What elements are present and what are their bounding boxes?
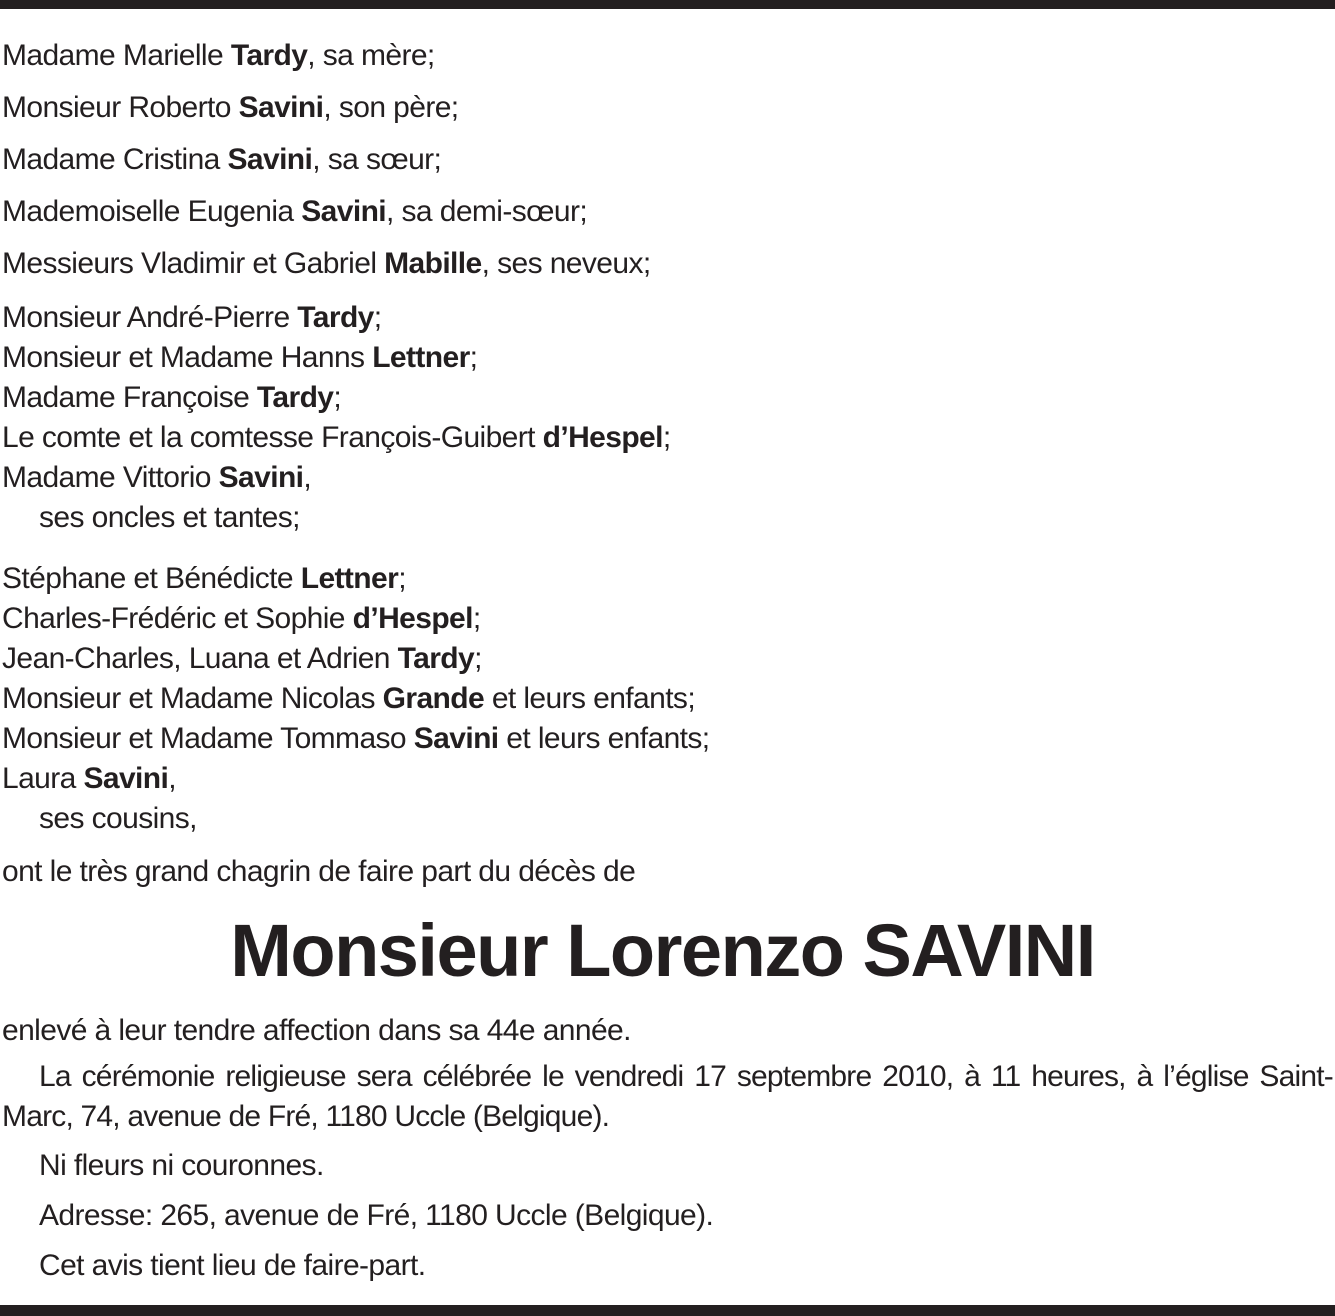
family-line: Charles-Frédéric et Sophie d’Hespel; [2, 602, 481, 635]
family-line: Monsieur Roberto Savini, son père; [2, 91, 459, 124]
obituary-notice [2, 30, 1333, 1291]
family-line: Madame Marielle Tardy, sa mère; [2, 39, 435, 72]
age-line: enlevé à leur tendre affection dans sa 44e année. [2, 1014, 631, 1047]
uncles-aunts-list [2, 298, 1333, 538]
top-rule [0, 0, 1335, 9]
family-line: Jean-Charles, Luana et Adrien Tardy; [2, 642, 482, 675]
address-line: Adresse: 265, avenue de Fré, 1180 Uccle (Belgique). [39, 1199, 714, 1232]
notice-details [2, 1009, 1333, 1291]
family-line: Monsieur André-Pierre Tardy; [2, 301, 382, 334]
family-line: Madame Cristina Savini, sa sœur; [2, 143, 442, 176]
family-line: Messieurs Vladimir et Gabriel Mabille, ses neveux; [2, 247, 651, 280]
relation-label: ses oncles et tantes; [39, 501, 300, 534]
family-line: Madame Françoise Tardy; [2, 381, 342, 414]
relation-label: ses cousins, [39, 802, 197, 835]
family-line: Le comte et la comtesse François-Guibert d’Hespel; [2, 421, 671, 454]
bottom-rule [0, 1305, 1335, 1316]
family-line: Madame Vittorio Savini, [2, 461, 312, 494]
family-line: Monsieur et Madame Tommaso Savini et leurs enfants; [2, 722, 710, 755]
family-line: Monsieur et Madame Hanns Lettner; [2, 341, 478, 374]
cousins-list [2, 559, 1333, 839]
family-line: Mademoiselle Eugenia Savini, sa demi-sœur; [2, 195, 588, 228]
deceased-name: Monsieur Lorenzo SAVINI [230, 909, 1095, 992]
ceremony-paragraph: La cérémonie religieuse sera célébrée le vendredi 17 septembre 2010, à 11 heures, à l’église Saint-Marc, 74, avenue de Fré, 1180 Uccle (Belgique). [2, 1060, 1333, 1133]
flowers-line: Ni fleurs ni couronnes. [39, 1149, 324, 1182]
family-line: Stéphane et Bénédicte Lettner; [2, 562, 406, 595]
notice-line: Cet avis tient lieu de faire-part. [39, 1249, 426, 1282]
family-line: Monsieur et Madame Nicolas Grande et leurs enfants; [2, 682, 696, 715]
announcement-text: ont le très grand chagrin de faire part du décès de [2, 855, 636, 888]
family-line: Laura Savini, [2, 762, 176, 795]
immediate-family-list [2, 30, 1333, 290]
